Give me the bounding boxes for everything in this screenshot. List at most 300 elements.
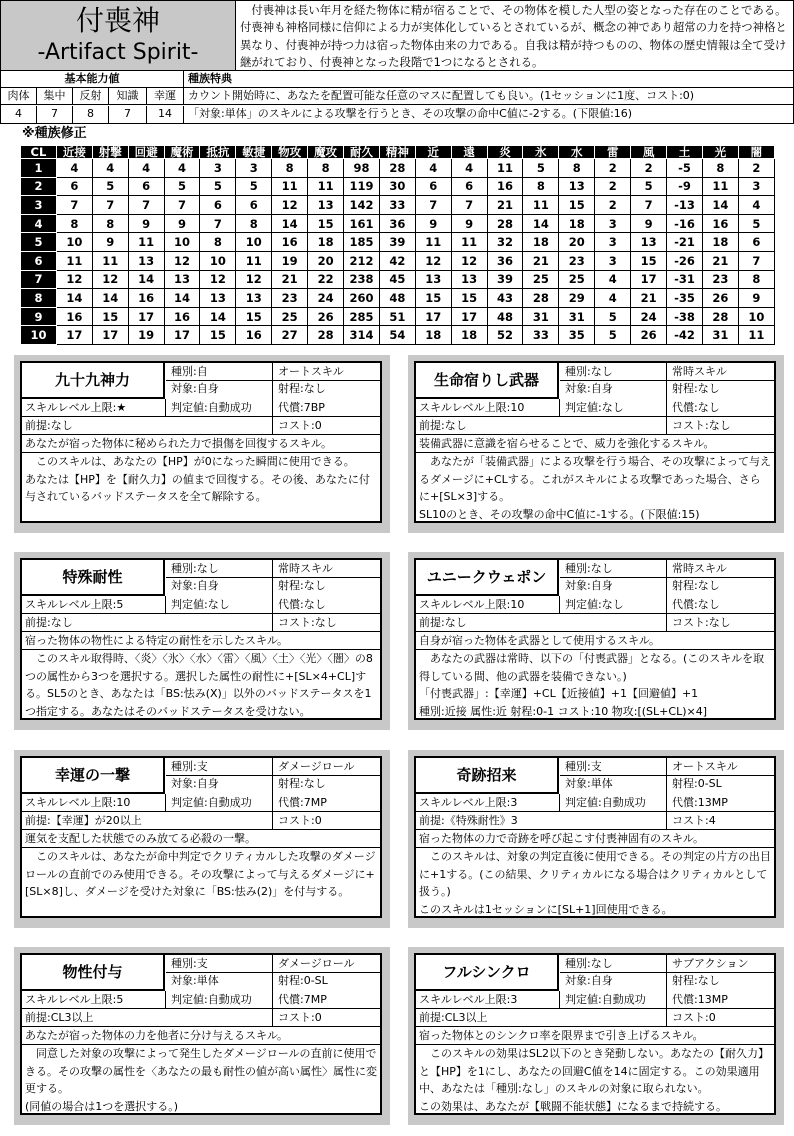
skill-type: 種別:支 [565, 760, 602, 773]
grid-line [165, 596, 166, 614]
race-description: 付喪神は長い年月を経た物体に精が宿ることで、その物体を模した人型の姿となった存在のことである。付喪神も神格同様に信仰による力が実体化しているとされているが、概念の神であり超常の力を持つ神格と異なり、付喪神が持つ力は宿った物体由来の力である。自我は精が持つものの、物体の歴史情報は全て受け継がれており、付喪神となった段階で1つになるとされる。 [240, 3, 787, 70]
skill-prereq: 前提:CL3以上 [419, 1011, 488, 1024]
modifier-cell: 8 [200, 233, 236, 252]
skill-name: 物性付与 [22, 955, 165, 991]
modifier-cell: 12 [451, 251, 487, 270]
skill-judge: 判定値:自動成功 [171, 401, 252, 414]
modifier-cell: 14 [128, 270, 164, 289]
stat-value: 7 [37, 106, 73, 123]
skill-effect-line: (同値の場合は1つを選択する。) [25, 1100, 179, 1114]
stat-label: 幸運 [147, 88, 184, 104]
modifier-row [21, 251, 775, 270]
modifier-cell: 31 [702, 326, 738, 345]
modifier-cell: 15 [631, 251, 667, 270]
modifier-cell: 36 [379, 214, 415, 233]
modifier-column-header: 抵抗 [200, 146, 236, 159]
skill-prereq: 前提:《特殊耐性》3 [419, 814, 518, 827]
modifier-cell: 7 [451, 196, 487, 215]
modifier-cell: 39 [379, 233, 415, 252]
skill-prereq: 前提:CL3以上 [25, 1011, 94, 1024]
skill-level-max: スキルレベル上限:5 [25, 993, 124, 1006]
modifier-cell: -35 [667, 289, 703, 308]
modifier-cell: 8 [236, 214, 272, 233]
skill-effect-line: SL10のとき、その攻撃の命中C値に-1する。(下限値:15) [419, 508, 700, 522]
modifier-cell: 8 [523, 177, 559, 196]
modifier-cell: 6 [236, 196, 272, 215]
modifier-cell: 5 [523, 159, 559, 178]
modifier-cell: 11 [702, 177, 738, 196]
modifier-cell: 13 [631, 233, 667, 252]
modifier-column-header: CL [21, 146, 57, 159]
modifier-row [21, 214, 775, 233]
grid-line [22, 1026, 380, 1027]
modifier-column-header: 雷 [595, 146, 631, 159]
skill-prereq: 前提:【幸運】が20以上 [25, 814, 142, 827]
modifier-cell: 3 [595, 251, 631, 270]
grid-line [560, 380, 774, 381]
modifier-column-header: 回避 [128, 146, 164, 159]
grid-line [666, 758, 667, 830]
modifier-cell: 14 [56, 289, 92, 308]
stat-label: 集中 [37, 88, 73, 104]
skill-summary: 宿った物体の物性による特定の耐性を示したスキル。 [25, 634, 289, 647]
modifier-cell: 48 [379, 289, 415, 308]
modifier-cell: 238 [344, 270, 380, 289]
modifier-cell: 3 [236, 159, 272, 178]
modifier-cell: 8 [559, 159, 595, 178]
skill-summary: 宿った物体とのシンクロ率を限界まで引き上げるスキル。 [419, 1029, 704, 1042]
cl-level-cell: 6 [21, 251, 57, 270]
modifier-cell: 10 [738, 307, 774, 326]
skill-card [20, 361, 382, 523]
skill-level-max: スキルレベル上限:10 [25, 796, 131, 809]
modifier-cell: 22 [308, 270, 344, 289]
skill-summary: 運気を支配した状態でのみ放てる必殺の一撃。 [25, 832, 256, 845]
modifier-cell: 12 [92, 270, 128, 289]
racial-trait-2: 「対象:単体」のスキルによる攻撃を行うとき、その攻撃の命中C値に-2する。(下限値:16) [188, 107, 633, 120]
skill-level-max: スキルレベル上限:★ [25, 401, 127, 414]
grid-line [666, 560, 667, 632]
modifier-cell: 16 [164, 307, 200, 326]
modifier-cell: 4 [415, 159, 451, 178]
grid-line [166, 380, 380, 381]
grid-line [559, 596, 560, 614]
modifier-cell: 2 [738, 159, 774, 178]
skill-type: 種別:支 [171, 760, 208, 773]
modifier-cell: 33 [523, 326, 559, 345]
modifier-cell: 13 [559, 177, 595, 196]
modifier-cell: 6 [200, 196, 236, 215]
modifier-cell: 4 [738, 196, 774, 215]
modifier-cell: 13 [200, 289, 236, 308]
modifier-cell: 30 [379, 177, 415, 196]
skill-effect-line: このスキルは1セッションに[SL+1]回使用できる。 [419, 903, 673, 917]
modifier-cell: 14 [164, 289, 200, 308]
skill-name: フルシンクロ [416, 955, 559, 991]
modifier-cell: 161 [344, 214, 380, 233]
grid-line [560, 775, 774, 776]
grid-line [560, 577, 774, 578]
modifier-cell: 7 [92, 196, 128, 215]
skill-level-max: スキルレベル上限:10 [419, 401, 525, 414]
skill-prereq: 前提:なし [419, 419, 467, 432]
modifier-cell: 15 [92, 307, 128, 326]
modifier-cell: 11 [487, 159, 523, 178]
modifier-cell: 6 [451, 177, 487, 196]
modifier-cell: 32 [487, 233, 523, 252]
skill-summary: 自身が宿った物体を武器として使用するスキル。 [419, 634, 661, 647]
modifier-cell: 12 [56, 270, 92, 289]
skill-price: 代償:13MP [672, 796, 728, 809]
modifier-cell: 13 [236, 289, 272, 308]
skill-cost: コスト:4 [672, 814, 716, 827]
modifier-cell: 23 [702, 270, 738, 289]
skill-price: 代償:7BP [278, 401, 325, 414]
modifier-cell: 48 [487, 307, 523, 326]
skill-level-max: スキルレベル上限:5 [25, 598, 124, 611]
modifier-cell: 10 [164, 233, 200, 252]
modifier-cell: 26 [308, 307, 344, 326]
grid-line [166, 577, 380, 578]
skill-effect-line: この効果は、あなたが【戦闘不能状態】になるまで持続する。 [419, 1100, 727, 1114]
modifier-cell: 16 [272, 233, 308, 252]
modifier-cell: 4 [451, 159, 487, 178]
grid-line [416, 829, 774, 830]
modifier-cell: 9 [164, 214, 200, 233]
modifier-cell: 21 [487, 196, 523, 215]
modifier-cell: 31 [559, 307, 595, 326]
modifier-cell: -13 [667, 196, 703, 215]
skill-range: 射程:なし [278, 579, 326, 592]
skill-effect [416, 453, 774, 524]
skill-judge: 判定値:自動成功 [565, 796, 646, 809]
modifier-cell: 16 [236, 326, 272, 345]
modifier-cell: 19 [272, 251, 308, 270]
modifier-cell: 5 [738, 214, 774, 233]
skill-effect [22, 453, 380, 506]
modifier-cell: 19 [128, 326, 164, 345]
modifier-cell: 25 [272, 307, 308, 326]
stat-value: 14 [147, 106, 184, 123]
modifier-cell: -26 [667, 251, 703, 270]
grid-line [666, 363, 667, 435]
modifier-cell: 2 [595, 196, 631, 215]
modifier-cell: 6 [738, 233, 774, 252]
stats-label-row [1, 88, 793, 105]
modifier-cell: 20 [308, 251, 344, 270]
skill-effect-line: 種別:近接 属性:近 射程:0-1 コスト:10 物攻:[(SL+CL)×4] [419, 705, 707, 719]
modifier-cell: 24 [631, 307, 667, 326]
modifier-column-header: 闇 [738, 146, 774, 159]
modifier-cell: 20 [559, 233, 595, 252]
stat-value: 8 [73, 106, 109, 123]
skill-cost: コスト:なし [278, 616, 337, 629]
modifier-cell: 17 [451, 307, 487, 326]
skill-type: 種別:自 [171, 365, 208, 378]
modifier-cell: 2 [595, 159, 631, 178]
skill-card [414, 953, 776, 1115]
modifier-column-header: 土 [667, 146, 703, 159]
modifier-cell: 18 [451, 326, 487, 345]
modifier-cell: 142 [344, 196, 380, 215]
grid-line [22, 416, 380, 417]
modifier-cell: 13 [308, 196, 344, 215]
modifier-cell: 7 [631, 196, 667, 215]
modifier-cell: 13 [164, 270, 200, 289]
race-name-jp: 付喪神 [75, 4, 160, 37]
modifier-cell: 26 [631, 326, 667, 345]
skill-timing: サブアクション [672, 957, 749, 970]
skill-name: 特殊耐性 [22, 560, 165, 596]
skill-judge: 判定値:なし [565, 598, 624, 611]
modifier-cell: 11 [236, 251, 272, 270]
modifier-cell: 7 [738, 251, 774, 270]
modifier-cell: 10 [56, 233, 92, 252]
modifier-cell: 12 [200, 270, 236, 289]
skill-prereq: 前提:なし [25, 419, 73, 432]
modifier-cell: -38 [667, 307, 703, 326]
modifier-cell: 11 [523, 196, 559, 215]
modifier-cell: 3 [595, 233, 631, 252]
skill-timing: ダメージロール [278, 760, 355, 773]
modifier-cell: 15 [236, 307, 272, 326]
grid-line [416, 416, 774, 417]
modifier-cell: 45 [379, 270, 415, 289]
modifier-cell: 11 [451, 233, 487, 252]
skill-summary: 宿った物体の力で奇跡を呼び起こす付喪神固有のスキル。 [419, 832, 705, 845]
modifier-cell: 98 [344, 159, 380, 178]
race-modifier-table [20, 145, 775, 345]
skill-target: 対象:自身 [565, 974, 613, 987]
skill-range: 射程:0-SL [278, 974, 328, 987]
skill-range: 射程:なし [672, 579, 720, 592]
grid-line [416, 434, 774, 435]
grid-line [559, 991, 560, 1009]
modifier-column-header: 氷 [523, 146, 559, 159]
skill-name: 生命宿りし武器 [416, 363, 559, 399]
skill-effect [22, 848, 380, 901]
modifier-cell: 14 [200, 307, 236, 326]
modifier-column-header: 近 [415, 146, 451, 159]
skill-summary: あなたが宿った物体の力を他者に分け与えるスキル。 [25, 1029, 289, 1042]
modifier-cell: 28 [308, 326, 344, 345]
cl-level-cell: 4 [21, 214, 57, 233]
modifier-cell: 16 [487, 177, 523, 196]
skill-timing: 常時スキル [672, 562, 727, 575]
modifier-cell: 5 [92, 177, 128, 196]
modifier-column-header: 耐久 [344, 146, 380, 159]
modifier-column-header: 魔攻 [308, 146, 344, 159]
skill-effect-line: このスキルの効果はSL2以下のとき発動しない。あなたの【耐久力】と【HP】を1にし、あなたの回避C値を14に固定する。この効果適用中、あなたは「種別:なし」のスキルの対象に取られない。 [419, 1047, 769, 1096]
skill-range: 射程:なし [672, 974, 720, 987]
modifier-column-header: 遠 [451, 146, 487, 159]
modifier-cell: 5 [236, 177, 272, 196]
modifier-cell: 5 [164, 177, 200, 196]
skill-level-max: スキルレベル上限:10 [419, 598, 525, 611]
skill-cost: コスト:0 [278, 1011, 322, 1024]
grid-line [416, 1008, 774, 1009]
modifier-column-header: 精神 [379, 146, 415, 159]
modifier-cell: 15 [200, 326, 236, 345]
modifier-cell: 6 [128, 177, 164, 196]
modifier-cell: 17 [415, 307, 451, 326]
modifier-header-row [21, 146, 775, 159]
skill-range: 射程:0-SL [672, 777, 722, 790]
modifier-cell: 14 [523, 214, 559, 233]
modifier-cell: 31 [523, 307, 559, 326]
modifier-row [21, 159, 775, 178]
grid-line [560, 972, 774, 973]
grid-line [416, 1026, 774, 1027]
modifier-cell: 21 [702, 251, 738, 270]
modifier-cell: 5 [595, 307, 631, 326]
skill-timing: 常時スキル [278, 562, 333, 575]
modifier-cell: 10 [236, 233, 272, 252]
modifier-cell: -5 [667, 159, 703, 178]
modifier-cell: 4 [92, 159, 128, 178]
modifier-cell: 7 [164, 196, 200, 215]
modifier-cell: 51 [379, 307, 415, 326]
grid-line [666, 955, 667, 1027]
modifier-cell: 39 [487, 270, 523, 289]
cl-level-cell: 2 [21, 177, 57, 196]
modifier-cell: 8 [308, 159, 344, 178]
skill-effect [22, 1045, 380, 1116]
skill-effect [416, 650, 774, 721]
grid-line [272, 955, 273, 1027]
skill-card [20, 756, 382, 918]
skill-judge: 判定値:なし [171, 598, 230, 611]
grid-line [416, 631, 774, 632]
modifier-cell: 8 [56, 214, 92, 233]
modifier-cell: 8 [92, 214, 128, 233]
skill-level-max: スキルレベル上限:3 [419, 993, 518, 1006]
cl-level-cell: 3 [21, 196, 57, 215]
modifier-cell: 314 [344, 326, 380, 345]
modifier-cell: -16 [667, 214, 703, 233]
skill-judge: 判定値:自動成功 [171, 796, 252, 809]
modifier-cell: 25 [559, 270, 595, 289]
modifier-cell: 11 [415, 233, 451, 252]
skill-name: 幸運の一撃 [22, 758, 165, 794]
modifier-cell: 4 [595, 289, 631, 308]
race-name-block [1, 1, 236, 70]
grid-line [166, 972, 380, 973]
modifier-cell: 18 [308, 233, 344, 252]
skill-price: 代償:なし [672, 401, 720, 414]
modifier-cell: 18 [702, 233, 738, 252]
skill-cost: コスト:0 [278, 419, 322, 432]
grid-line [165, 399, 166, 417]
skill-summary: あなたが宿った物体に秘められた力で損傷を回復するスキル。 [25, 437, 333, 450]
modifier-cell: 13 [451, 270, 487, 289]
skill-level-max: スキルレベル上限:3 [419, 796, 518, 809]
cl-level-cell: 5 [21, 233, 57, 252]
modifier-cell: 6 [415, 177, 451, 196]
modifier-column-header: 水 [559, 146, 595, 159]
cl-level-cell: 1 [21, 159, 57, 178]
grid-line [272, 363, 273, 435]
skill-type: 種別:支 [171, 957, 208, 970]
skill-price: 代償:7MP [278, 993, 327, 1006]
modifier-cell: 4 [595, 270, 631, 289]
modifier-cell: 7 [415, 196, 451, 215]
skill-timing: オートスキル [278, 365, 344, 378]
modifier-cell: 119 [344, 177, 380, 196]
skill-card [20, 558, 382, 720]
stat-value: 7 [109, 106, 147, 123]
skill-target: 対象:自身 [171, 777, 219, 790]
race-name-en: -Artifact Spirit- [37, 40, 199, 65]
grid-line [272, 560, 273, 632]
modifier-cell: 212 [344, 251, 380, 270]
modifier-cell: 18 [523, 233, 559, 252]
skill-effect [416, 848, 774, 919]
skill-range: 射程:なし [278, 777, 326, 790]
modifier-cell: 11 [92, 251, 128, 270]
skill-type: 種別:なし [171, 562, 219, 575]
modifier-row [21, 307, 775, 326]
skill-card [414, 361, 776, 523]
modifier-column-header: 物攻 [272, 146, 308, 159]
modifier-cell: 2 [631, 159, 667, 178]
modifier-cell: 3 [200, 159, 236, 178]
modifier-row [21, 233, 775, 252]
skill-target: 対象:自身 [565, 382, 613, 395]
modifier-row [21, 177, 775, 196]
modifier-cell: 7 [200, 214, 236, 233]
modifier-column-header: 敏捷 [236, 146, 272, 159]
skill-type: 種別:なし [565, 562, 613, 575]
modifier-cell: 4 [128, 159, 164, 178]
skill-effect-line: あなたが「装備武器」による攻撃を行う場合、その攻撃によって与えるダメージに+CLする。これがスキルによる攻撃であった場合、さらに+[SL×3]する。 [419, 455, 771, 504]
modifier-column-header: 近接 [56, 146, 92, 159]
grid-line [22, 829, 380, 830]
grid-line [22, 613, 380, 614]
modifier-cell: 16 [128, 289, 164, 308]
modifier-cell: 9 [631, 214, 667, 233]
modifier-cell: -42 [667, 326, 703, 345]
race-header [0, 0, 794, 71]
modifier-cell: 28 [487, 214, 523, 233]
skill-judge: 判定値:なし [565, 401, 624, 414]
modifier-cell: 5 [595, 326, 631, 345]
skill-prereq: 前提:なし [25, 616, 73, 629]
modifier-cell: 5 [200, 177, 236, 196]
modifier-cell: -21 [667, 233, 703, 252]
stats-block [0, 71, 794, 124]
skill-effect-line: このスキル取得時、〈炎〉〈氷〉〈水〉〈雷〉〈風〉〈土〉〈光〉〈闇〉の8つの属性から3つを選択する。選択した属性の耐性に+[SL×4+CL]する。SL5のとき、あなたは「BS:怯み(X)」以外のバッドステータスを1つ指定する。あなたはそのバッドステータスを受けない。 [25, 652, 373, 719]
modifier-cell: 16 [702, 214, 738, 233]
modifier-cell: 3 [595, 214, 631, 233]
modifier-cell: 7 [128, 196, 164, 215]
skill-price: 代償:なし [278, 598, 326, 611]
skill-prereq: 前提:なし [419, 616, 467, 629]
modifier-cell: 17 [92, 326, 128, 345]
modifier-row [21, 289, 775, 308]
modifier-cell: 21 [272, 270, 308, 289]
modifier-cell: 11 [128, 233, 164, 252]
skill-type: 種別:なし [565, 957, 613, 970]
racial-trait-1: カウント開始時に、あなたを配置可能な任意のマスに配置しても良い。(1セッションに1度、コスト:0) [188, 89, 695, 102]
modifier-cell: 12 [164, 251, 200, 270]
skill-effect [416, 1045, 774, 1116]
modifier-cell: 28 [379, 159, 415, 178]
grid-line [272, 758, 273, 830]
modifier-cell: 12 [272, 196, 308, 215]
skill-timing: 常時スキル [672, 365, 727, 378]
modifier-cell: 28 [702, 307, 738, 326]
